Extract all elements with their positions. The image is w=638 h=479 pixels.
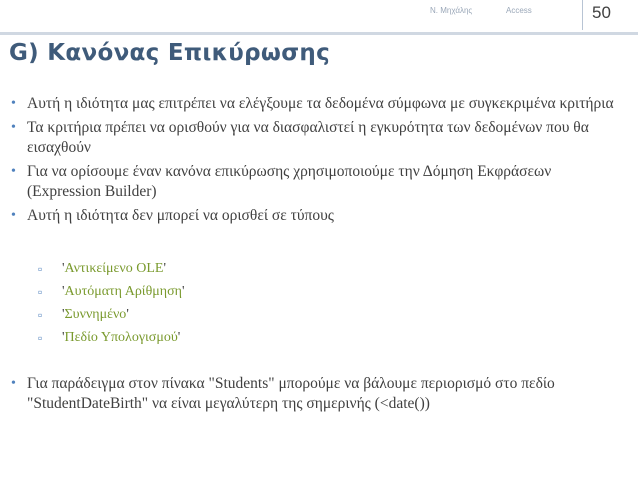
title-rule [0,32,638,35]
square-bullet-icon: ▫ [38,285,43,299]
header-divider [582,0,583,30]
sub-bullet-item: ▫ 'Πεδίο Υπολογισμού' [38,330,181,345]
sub-bullet-item: ▫ 'Συννημένο' [38,307,129,322]
bullet-text: Αυτή η ιδιότητα μας επιτρέπει να ελέγξουμε τα δεδομένα σύμφωνα με συγκεκριμένα κριτήρια [27,95,614,112]
bullet-icon: • [11,164,16,179]
bullet-item [11,94,621,114]
example-text: Για παράδειγμα στον πίνακα "Students" μπορούμε να βάλουμε περιορισμό στο πεδίο "StudentDateBirth" να είναι μεγαλύτερη της σημερινής (<date()) [27,375,555,412]
bullet-text: Αυτή η ιδιότητα δεν μπορεί να ορισθεί σε τύπους [27,207,334,224]
sub-bullet-text: Συννημένο [64,307,127,322]
author-label: Ν. Μηχάλης [430,6,473,15]
bullet-icon: • [11,96,16,111]
bullet-text: Τα κριτήρια πρέπει να ορισθούν για να διασφαλιστεί η εγκυρότητα των δεδομένων που θα εισαχθούν [27,119,589,156]
bullet-item [11,118,621,158]
example-list [11,374,626,418]
bullet-icon: • [11,208,16,223]
sub-bullet-text: Πεδίο Υπολογισμού [64,330,178,345]
square-bullet-icon: ▫ [38,331,43,345]
sub-bullet-text: Αντικείμενο OLE [64,261,164,276]
sub-bullet-item: ▫ 'Αυτόματη Αρίθμηση' [38,284,185,299]
square-bullet-icon: ▫ [38,262,43,276]
bullet-list [11,94,621,230]
bullet-icon: • [11,120,16,135]
example-item [11,374,626,414]
topic-label: Access [506,6,532,15]
bullet-icon: • [11,376,16,391]
sub-bullet-item: ▫ 'Αντικείμενο OLE' [38,261,166,276]
bullet-item [11,206,621,226]
sub-bullet-text: Αυτόματη Αρίθμηση [64,284,182,299]
page-number: 50 [592,3,611,22]
slide-header [0,0,638,32]
bullet-item [11,162,621,202]
bullet-text: Για να ορίσουμε έναν κανόνα επικύρωσης χρησιμοποιούμε την Δόμηση Εκφράσεων (Expression Builder) [27,163,552,200]
slide-title: G) Κανόνας Επικύρωσης [9,40,331,66]
sub-bullet-list [38,260,185,352]
square-bullet-icon: ▫ [38,308,43,322]
